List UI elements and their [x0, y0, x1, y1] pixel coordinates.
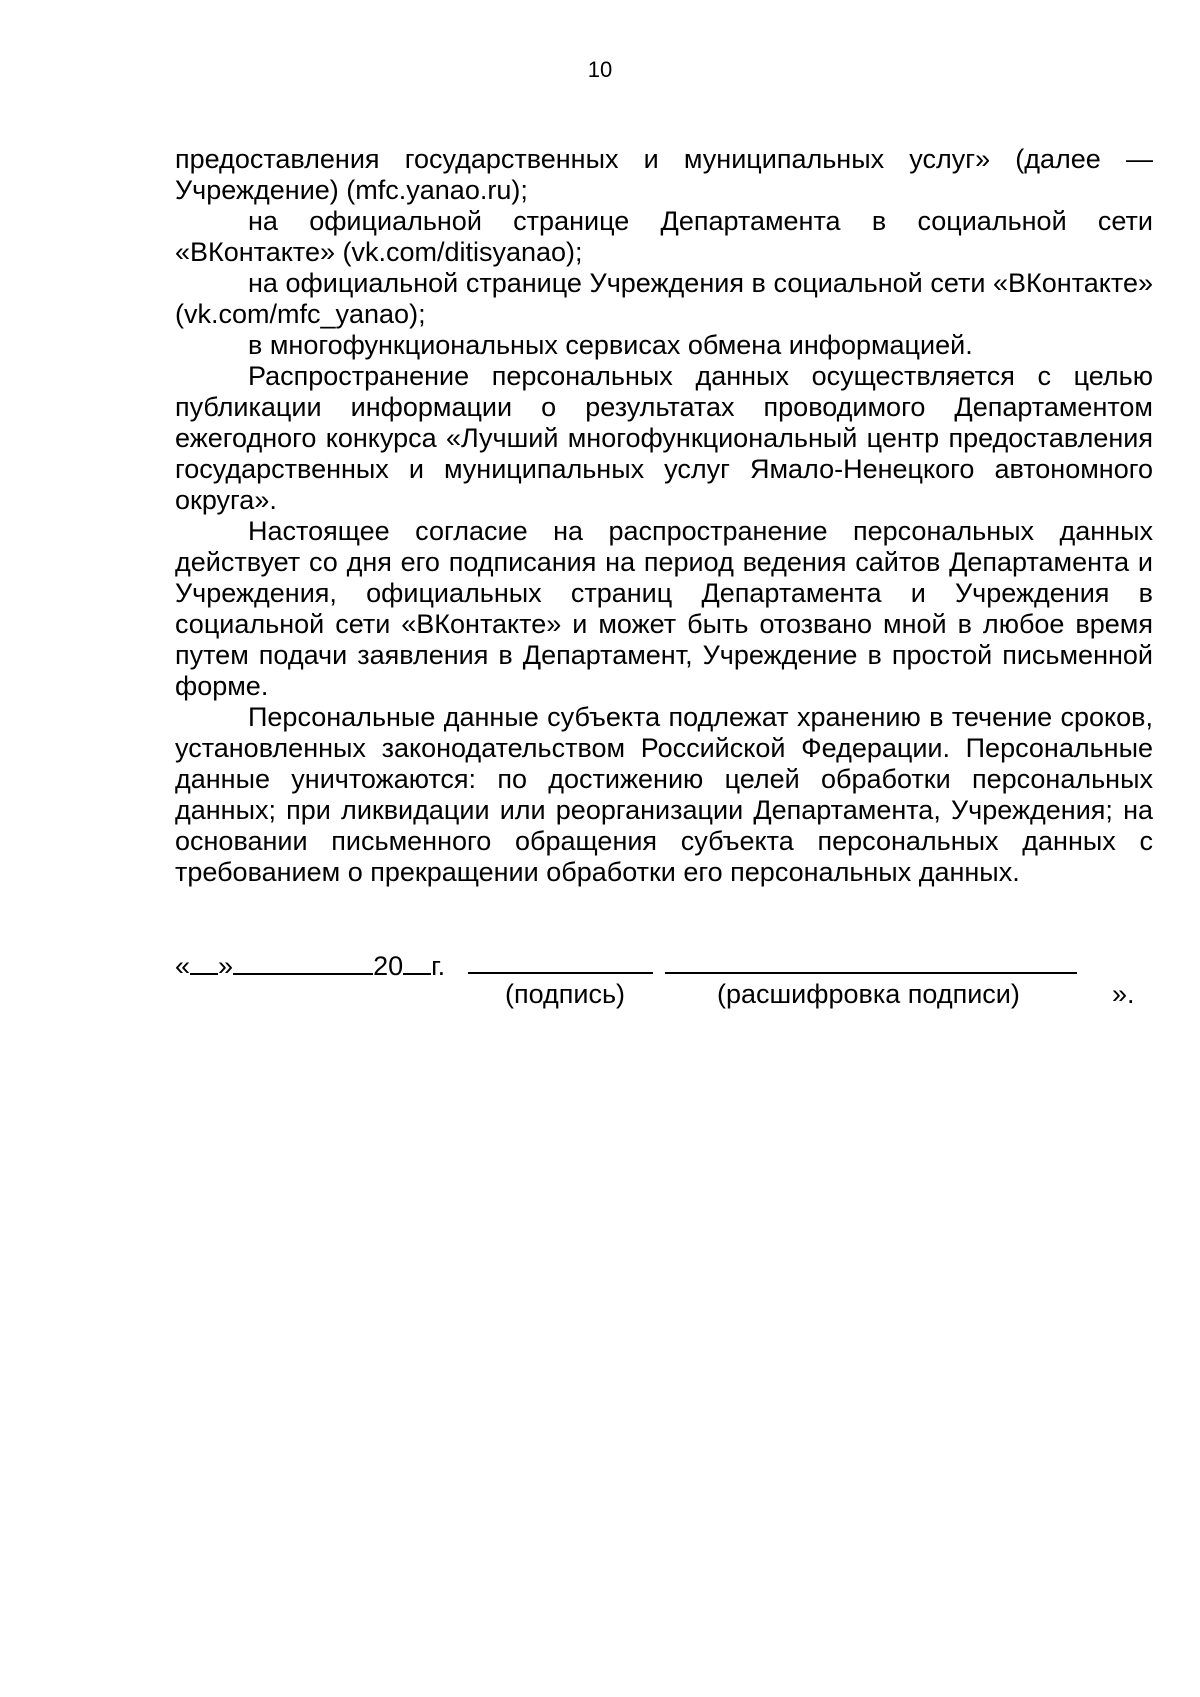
year-suffix: г. [431, 951, 446, 981]
signature-decoding-caption: (расшифровка подписи) [717, 979, 1020, 1009]
signature-field [468, 972, 653, 974]
date-open-quote: « [175, 951, 191, 981]
year-prefix: 20 [373, 951, 404, 981]
paragraph: Персональные данные субъекта подлежат хранению в течение сроков, установленных законодательством Российской Федерации. Персональные данные уничтожаются: по достижению целей обработки персональных данных; при ликвидации или реорганизации Департамента, Учреждения; на основании письменного обращения субъекта персональных данных с требованием о прекращении обработки его персональных данных. [175, 702, 1153, 887]
day-blank [190, 948, 218, 975]
paragraph: предоставления государственных и муниципальных услуг» (далее — Учреждение) (mfc.yanao.ru); [175, 144, 1153, 205]
closing-quote: ». [1112, 979, 1135, 1009]
signature-block [175, 948, 1153, 1018]
year-blank [403, 948, 431, 975]
date-close-quote: » [218, 951, 234, 981]
month-blank [233, 948, 373, 975]
paragraph: в многофункциональных сервисах обмена информацией. [248, 330, 973, 360]
page-number: 10 [587, 57, 613, 82]
signature-caption: (подпись) [505, 979, 626, 1009]
paragraph: на официальной странице Департамента в социальной сети «ВКонтакте» (vk.com/ditisyanao); [175, 206, 1153, 267]
paragraph: Распространение персональных данных осуществляется с целью публикации информации о результатах проводимого Департаментом ежегодного конкурса «Лучший многофункциональный центр предоставления государственных и муниципальных услуг Ямало-Ненецкого автономного округа». [175, 361, 1153, 515]
paragraph: на официальной странице Учреждения в социальной сети «ВКонтакте» (vk.com/mfc_yanao); [175, 268, 1153, 329]
paragraph: Настоящее согласие на распространение персональных данных действует со дня его подписания на период ведения сайтов Департамента и Учреждения, официальных страниц Департамента и Учреждения в социальной сети «ВКонтакте» и может быть отозвано мной в любое время путем подачи заявления в Департамент, Учреждение в простой письменной форме. [175, 516, 1153, 701]
signature-decoding-field [665, 972, 1077, 974]
document-body [175, 144, 1153, 888]
date-line [175, 948, 445, 982]
